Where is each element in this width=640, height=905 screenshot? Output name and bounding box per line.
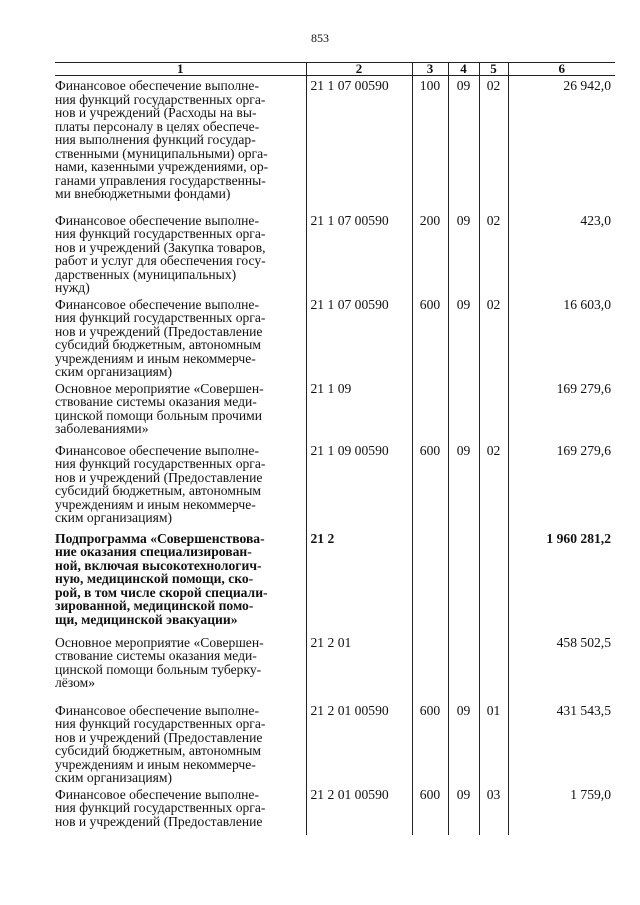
column-header-2: 2	[306, 63, 412, 76]
description-line: платы персоналу в целях обеспече-	[55, 118, 260, 134]
row-amount: 431 543,5	[508, 701, 615, 785]
row-code: 21 1 07 00590	[306, 76, 412, 211]
table-body	[55, 76, 615, 835]
description-line: субсидий бюджетным, автономным	[55, 337, 261, 352]
row-col4	[448, 379, 479, 441]
table-row	[55, 211, 615, 295]
row-col4: 09	[448, 211, 479, 295]
description-line: нов и учреждений (Предоставление	[55, 469, 263, 485]
row-col5: 02	[479, 211, 508, 295]
column-header-5: 5	[479, 63, 508, 76]
row-code: 21 2 01	[306, 633, 412, 701]
row-col4: 09	[448, 701, 479, 785]
row-amount: 458 502,5	[508, 633, 615, 701]
description-line: ским организациям)	[55, 364, 173, 379]
row-code: 21 2	[306, 529, 412, 633]
row-description	[55, 701, 306, 785]
row-code: 21 1 09 00590	[306, 441, 412, 529]
description-line: работ и услуг для обеспечения госу-	[55, 253, 266, 268]
description-line: ние оказания специализирован-	[55, 544, 252, 559]
description-line: ния функций государственных орга-	[55, 716, 266, 731]
description-line: Финансовое обеспечение выполне-	[55, 296, 259, 312]
description-line: ственными (муниципальными) орга-	[55, 145, 268, 161]
row-col4: 09	[448, 76, 479, 211]
row-code: 21 1 07 00590	[306, 295, 412, 379]
page-number: 853	[311, 31, 329, 45]
description-line: ния выполнения функций государ-	[55, 132, 256, 147]
row-description	[55, 295, 306, 379]
description-line: Основное мероприятие «Совершен-	[55, 634, 264, 650]
row-col3: 600	[412, 785, 448, 835]
row-col5	[479, 379, 508, 441]
table-row	[55, 633, 615, 701]
description-line: ния функций государственных орга-	[55, 226, 266, 241]
description-line: учреждениям и иным некоммерче-	[55, 350, 256, 366]
description-line: ствование системы оказания меди-	[55, 648, 257, 663]
table-header-row	[55, 63, 615, 76]
row-amount: 169 279,6	[508, 441, 615, 529]
row-description	[55, 785, 306, 835]
row-description	[55, 211, 306, 295]
description-line: учреждениям и иным некоммерче-	[55, 496, 256, 512]
description-line: Подпрограмма «Совершенствова-	[55, 530, 265, 546]
table-row	[55, 785, 615, 835]
row-col3	[412, 633, 448, 701]
description-line: ния функций государственных орга-	[55, 310, 266, 325]
row-col3: 600	[412, 441, 448, 529]
description-line: цинской помощи больным прочими	[55, 407, 263, 423]
description-line: Финансовое обеспечение выполне-	[55, 78, 259, 93]
row-code: 21 2 01 00590	[306, 701, 412, 785]
row-amount: 1 759,0	[508, 785, 615, 835]
table-row	[55, 529, 615, 633]
row-amount: 423,0	[508, 211, 615, 295]
row-code: 21 1 09	[306, 379, 412, 441]
row-amount: 16 603,0	[508, 295, 615, 379]
description-line: Финансовое обеспечение выполне-	[55, 702, 259, 718]
table-row	[55, 379, 615, 441]
column-header-3: 3	[412, 63, 448, 76]
description-line: ским организациям)	[55, 510, 173, 525]
row-col3: 100	[412, 76, 448, 211]
description-line: ную, медицинской помощи, ско-	[55, 571, 254, 586]
description-line: субсидий бюджетным, автономным	[55, 743, 261, 758]
row-col5	[479, 633, 508, 701]
row-code: 21 1 07 00590	[306, 211, 412, 295]
column-header-4: 4	[448, 63, 479, 76]
table-row	[55, 701, 615, 785]
row-amount: 1 960 281,2	[508, 529, 615, 633]
description-line: ной, включая высокотехнологич-	[55, 557, 262, 573]
row-col5: 01	[479, 701, 508, 785]
row-col3	[412, 379, 448, 441]
description-line: щи, медицинской эвакуации»	[55, 611, 238, 627]
description-line: нами, казенными учреждениями, ор-	[55, 159, 269, 174]
description-line: субсидий бюджетным, автономным	[55, 483, 261, 498]
table-row	[55, 441, 615, 529]
row-col3: 200	[412, 211, 448, 295]
budget-table	[55, 62, 615, 835]
description-line: ми внебюджетными фондами)	[55, 186, 231, 201]
description-line: лёзом»	[55, 675, 96, 690]
description-line: рой, в том числе скорой специали-	[55, 584, 268, 600]
row-col3: 600	[412, 701, 448, 785]
description-line: ния функций государственных орга-	[55, 800, 266, 815]
row-col5: 02	[479, 441, 508, 529]
column-header-1: 1	[55, 63, 306, 76]
row-description	[55, 441, 306, 529]
description-line: нов и учреждений (Предоставление	[55, 729, 263, 745]
description-line: Финансовое обеспечение выполне-	[55, 786, 259, 802]
description-line: Основное мероприятие «Совершен-	[55, 380, 264, 396]
row-description	[55, 379, 306, 441]
row-col5: 02	[479, 76, 508, 211]
row-col4	[448, 633, 479, 701]
description-line: учреждениям и иным некоммерче-	[55, 756, 256, 772]
row-col4: 09	[448, 441, 479, 529]
description-line: дарственных (муниципальных)	[55, 266, 237, 282]
row-description	[55, 76, 306, 211]
description-line: ния функций государственных орга-	[55, 91, 266, 107]
row-description	[55, 529, 306, 633]
row-amount: 26 942,0	[508, 76, 615, 211]
row-code: 21 2 01 00590	[306, 785, 412, 835]
table-row	[55, 76, 615, 211]
row-col5: 03	[479, 785, 508, 835]
row-description	[55, 633, 306, 701]
description-line: ствование системы оказания меди-	[55, 394, 257, 409]
description-line: Финансовое обеспечение выполне-	[55, 212, 259, 228]
description-line: ским организациям)	[55, 770, 173, 785]
description-line: цинской помощи больным туберку-	[55, 661, 262, 677]
row-col4: 09	[448, 295, 479, 379]
description-line: нов и учреждений (Предоставление	[55, 323, 263, 339]
description-line: заболеваниями»	[55, 421, 149, 436]
description-line: зированной, медицинской помо-	[55, 598, 254, 613]
row-col3	[412, 529, 448, 633]
description-line: нов и учреждений (Предоставление	[55, 813, 263, 829]
row-col3: 600	[412, 295, 448, 379]
description-line: ганами управления государственны-	[55, 172, 266, 188]
table-row	[55, 295, 615, 379]
description-line: Финансовое обеспечение выполне-	[55, 442, 259, 458]
description-line: нужд)	[55, 280, 90, 295]
column-header-6: 6	[508, 63, 615, 76]
description-line: нов и учреждений (Расходы на вы-	[55, 105, 257, 120]
description-line: ния функций государственных орга-	[55, 456, 266, 471]
row-col4	[448, 529, 479, 633]
description-line: нов и учреждений (Закупка товаров,	[55, 239, 266, 255]
row-col5	[479, 529, 508, 633]
row-col4: 09	[448, 785, 479, 835]
row-amount: 169 279,6	[508, 379, 615, 441]
row-col5: 02	[479, 295, 508, 379]
